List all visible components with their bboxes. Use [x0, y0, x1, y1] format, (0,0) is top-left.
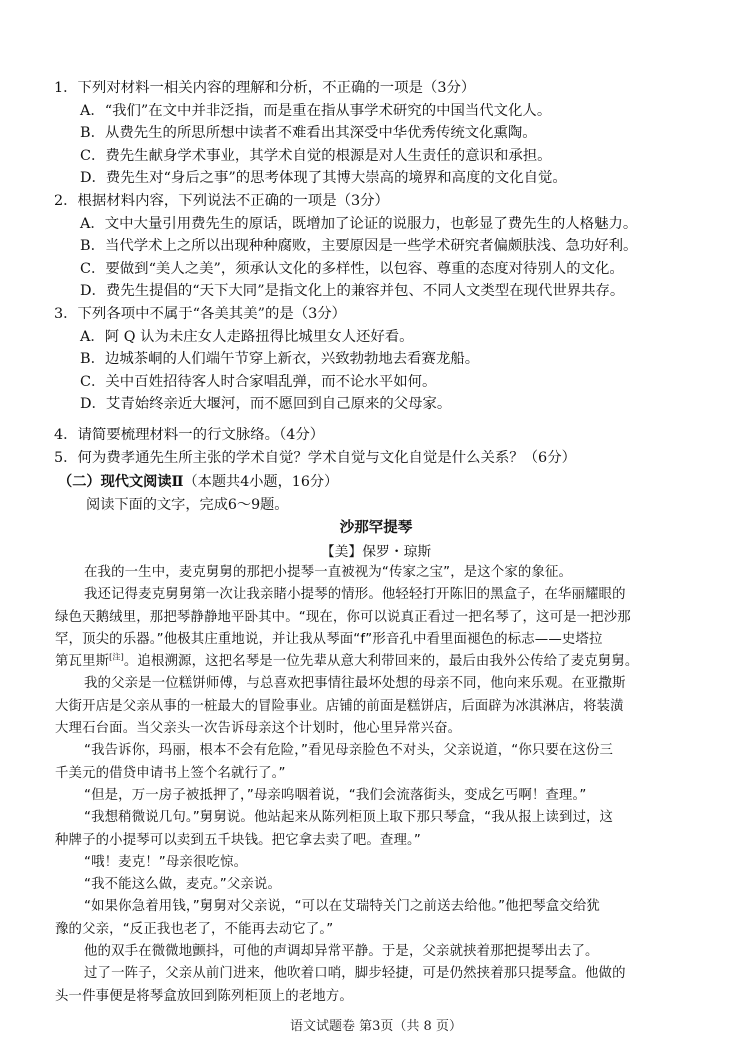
story-body [55, 562, 710, 1008]
story-line [55, 830, 710, 852]
story-line [55, 562, 710, 584]
section-note: （本题共4小题，16分） [183, 474, 339, 490]
question-2-option: D．费先生提倡的“天下大同”是指文化上的兼容并包、不同人文类型在现代世界共存。 [80, 283, 625, 300]
question-4: 4．请简要梳理材料一的行文脉络。（4分） [54, 426, 325, 443]
story-line [55, 607, 710, 629]
question-2-option: A．文中大量引用费先生的原话，既增加了论证的说服力，也彰显了费先生的人格魅力。 [80, 215, 638, 232]
story-line [55, 986, 710, 1008]
story-line [55, 785, 710, 807]
story-line [55, 874, 710, 896]
question-1-option: A．“我们”在文中并非泛指，而是重在指从事学术研究的中国当代文化人。 [80, 102, 552, 119]
section-title-text: （二）现代文阅读Ⅱ [58, 474, 184, 490]
story-line [55, 740, 710, 762]
story-line [55, 941, 710, 963]
story-line [55, 696, 710, 718]
question-3-option: C．关中百姓招待客人时合家唱乱弹，而不论水平如何。 [80, 373, 437, 390]
question-1-option: D．费先生对“身后之事”的思考体现了其博大崇高的境界和高度的文化自觉。 [80, 170, 567, 187]
question-3-stem: 3．下列各项中不属于“各美其美”的是（3分） [54, 305, 347, 322]
story-line [55, 584, 710, 606]
story-line-text: 大街开店是父亲从事的一桩最大的冒险事业。店铺的前面是糕饼店，后面辟为冰淇淋店，将装潢 [55, 698, 624, 714]
story-line-text: “我不能这么做，麦克。”父亲说。 [84, 877, 282, 893]
story-line-text: 种牌子的小提琴可以卖到五千块钱。把它拿去卖了吧。查理。” [55, 832, 421, 848]
story-title: 沙那罕提琴 [339, 520, 413, 536]
story-line-text: 绿色天鹅绒里，那把琴静静地平卧其中。“现在，你可以说真正看过一把名琴了，这可是一把沙那 [55, 609, 631, 625]
question-1-stem: 1．下列对材料一相关内容的理解和分析，不正确的一项是（3分） [54, 80, 476, 96]
story-line-text: 过了一阵子，父亲从前门进来，他吹着口哨，脚步轻捷，可是仍然挟着那只提琴盒。他做的 [84, 966, 626, 982]
story-line-text: “我想稍微说几句。”舅舅说。他站起来从陈列柜顶上取下那只琴盒，“我从报上读到过，这 [84, 810, 614, 826]
story-line [55, 807, 710, 829]
story-line-text: 罕，顶尖的乐器。”他极其庄重地说，并让我从琴面“f”形音孔中看里面褪色的标志——史塔拉 [55, 631, 603, 647]
section-title [58, 471, 708, 494]
story-line-text: 头一件事便是将琴盒放回到陈列柜顶上的老地方。 [55, 988, 353, 1004]
story-line-text: 豫的父亲，“反正我也老了，不能再去动它了。” [55, 921, 334, 937]
story-line-text-cont: 。追根溯源，这把名琴是一位先辈从意大利带回来的，最后由我外公传给了麦克舅舅。 [123, 654, 639, 670]
question-5: 5．何为费孝通先生所主张的学术自觉？学术自觉与文化自觉是什么关系？（6分） [54, 449, 576, 466]
story-line-text: 我的父亲是一位糕饼师傅，与总喜欢把事情往最坏处想的母亲不同，他向来乐观。在亚撒斯 [84, 676, 626, 692]
story-line-text: 我还记得麦克舅舅第一次让我亲睹小提琴的情形。他轻轻打开陈旧的黑盒子，在华丽耀眼的 [84, 587, 626, 603]
story-line-text: 第瓦里斯 [55, 654, 110, 670]
question-2-option: B．当代学术上之所以出现种种腐败，主要原因是一些学术研究者偏颇肤浅、急功好利。 [80, 238, 638, 255]
question-1-option: B．从费先生的所思所想中读者不难看出其深受中华优秀传统文化熏陶。 [80, 125, 537, 142]
story-line-text: “如果你急着用钱，”舅舅对父亲说，“可以在艾瑞特关门之前送去给他。”他把琴盒交给犹 [84, 899, 600, 915]
story-line [55, 852, 710, 874]
section-modern-reading-2 [58, 471, 708, 516]
story-line [55, 629, 710, 651]
story-line-text: 在我的一生中，麦克舅舅的那把小提琴一直被视为“传家之宝”，是这个家的象征。 [84, 565, 573, 580]
spacer [54, 416, 704, 424]
choice-questions [54, 77, 704, 469]
story-line-text: 大理石台面。当父亲头一次告诉母亲这个计划时，他心里异常兴奋。 [55, 721, 462, 737]
story-line [55, 673, 710, 695]
story-line [55, 718, 710, 740]
page-footer: 语文试题卷 第3页（共 8 页） [290, 1019, 462, 1034]
story-line-text: “我告诉你，玛丽，根本不会有危险，”看见母亲脸色不对头，父亲说道，“你只要在这份三 [84, 743, 614, 759]
question-3-option: A．阿 Q 认为未庄女人走路扭得比城里女人还好看。 [80, 328, 414, 345]
story-line [55, 963, 710, 985]
question-2-option: C．要做到“美人之美”，须承认文化的多样性，以包容、尊重的态度对待别人的文化。 [80, 260, 624, 277]
story-line [55, 763, 710, 785]
story-line-text: “哦！麦克！”母亲很吃惊。 [84, 854, 248, 870]
story-line [55, 896, 710, 918]
question-2-stem: 2．根据材料内容，下列说法不正确的一项是（3分） [54, 192, 389, 209]
question-3-option: B．边城茶峒的人们端午节穿上新衣，兴致勃勃地去看赛龙船。 [80, 351, 480, 368]
story-author: 【美】保罗・琼斯 [320, 544, 432, 560]
footnote-marker: [注] [109, 652, 124, 662]
story-line-text: 他的双手在微微地颤抖，可他的声调却异常平静。于是，父亲就挟着那把提琴出去了。 [84, 944, 599, 960]
story-line-text: 千美元的借贷申请书上签个名就行了。” [55, 765, 286, 781]
section-instruction: 阅读下面的文字，完成6～9题。 [86, 496, 289, 513]
question-1-option: C．费先生献身学术事业，其学术自觉的根源是对人生责任的意识和承担。 [80, 147, 552, 164]
story-line [55, 919, 710, 941]
question-list [54, 77, 704, 416]
story-line-text: “但是，万一房子被抵押了，”母亲呜咽着说，“我们会流落街头，变成乞丐啊！查理。” [84, 787, 587, 803]
story-line [55, 651, 710, 673]
question-3-option: D．艾青始终亲近大堰河，而不愿回到自己原来的父母家。 [80, 396, 452, 413]
